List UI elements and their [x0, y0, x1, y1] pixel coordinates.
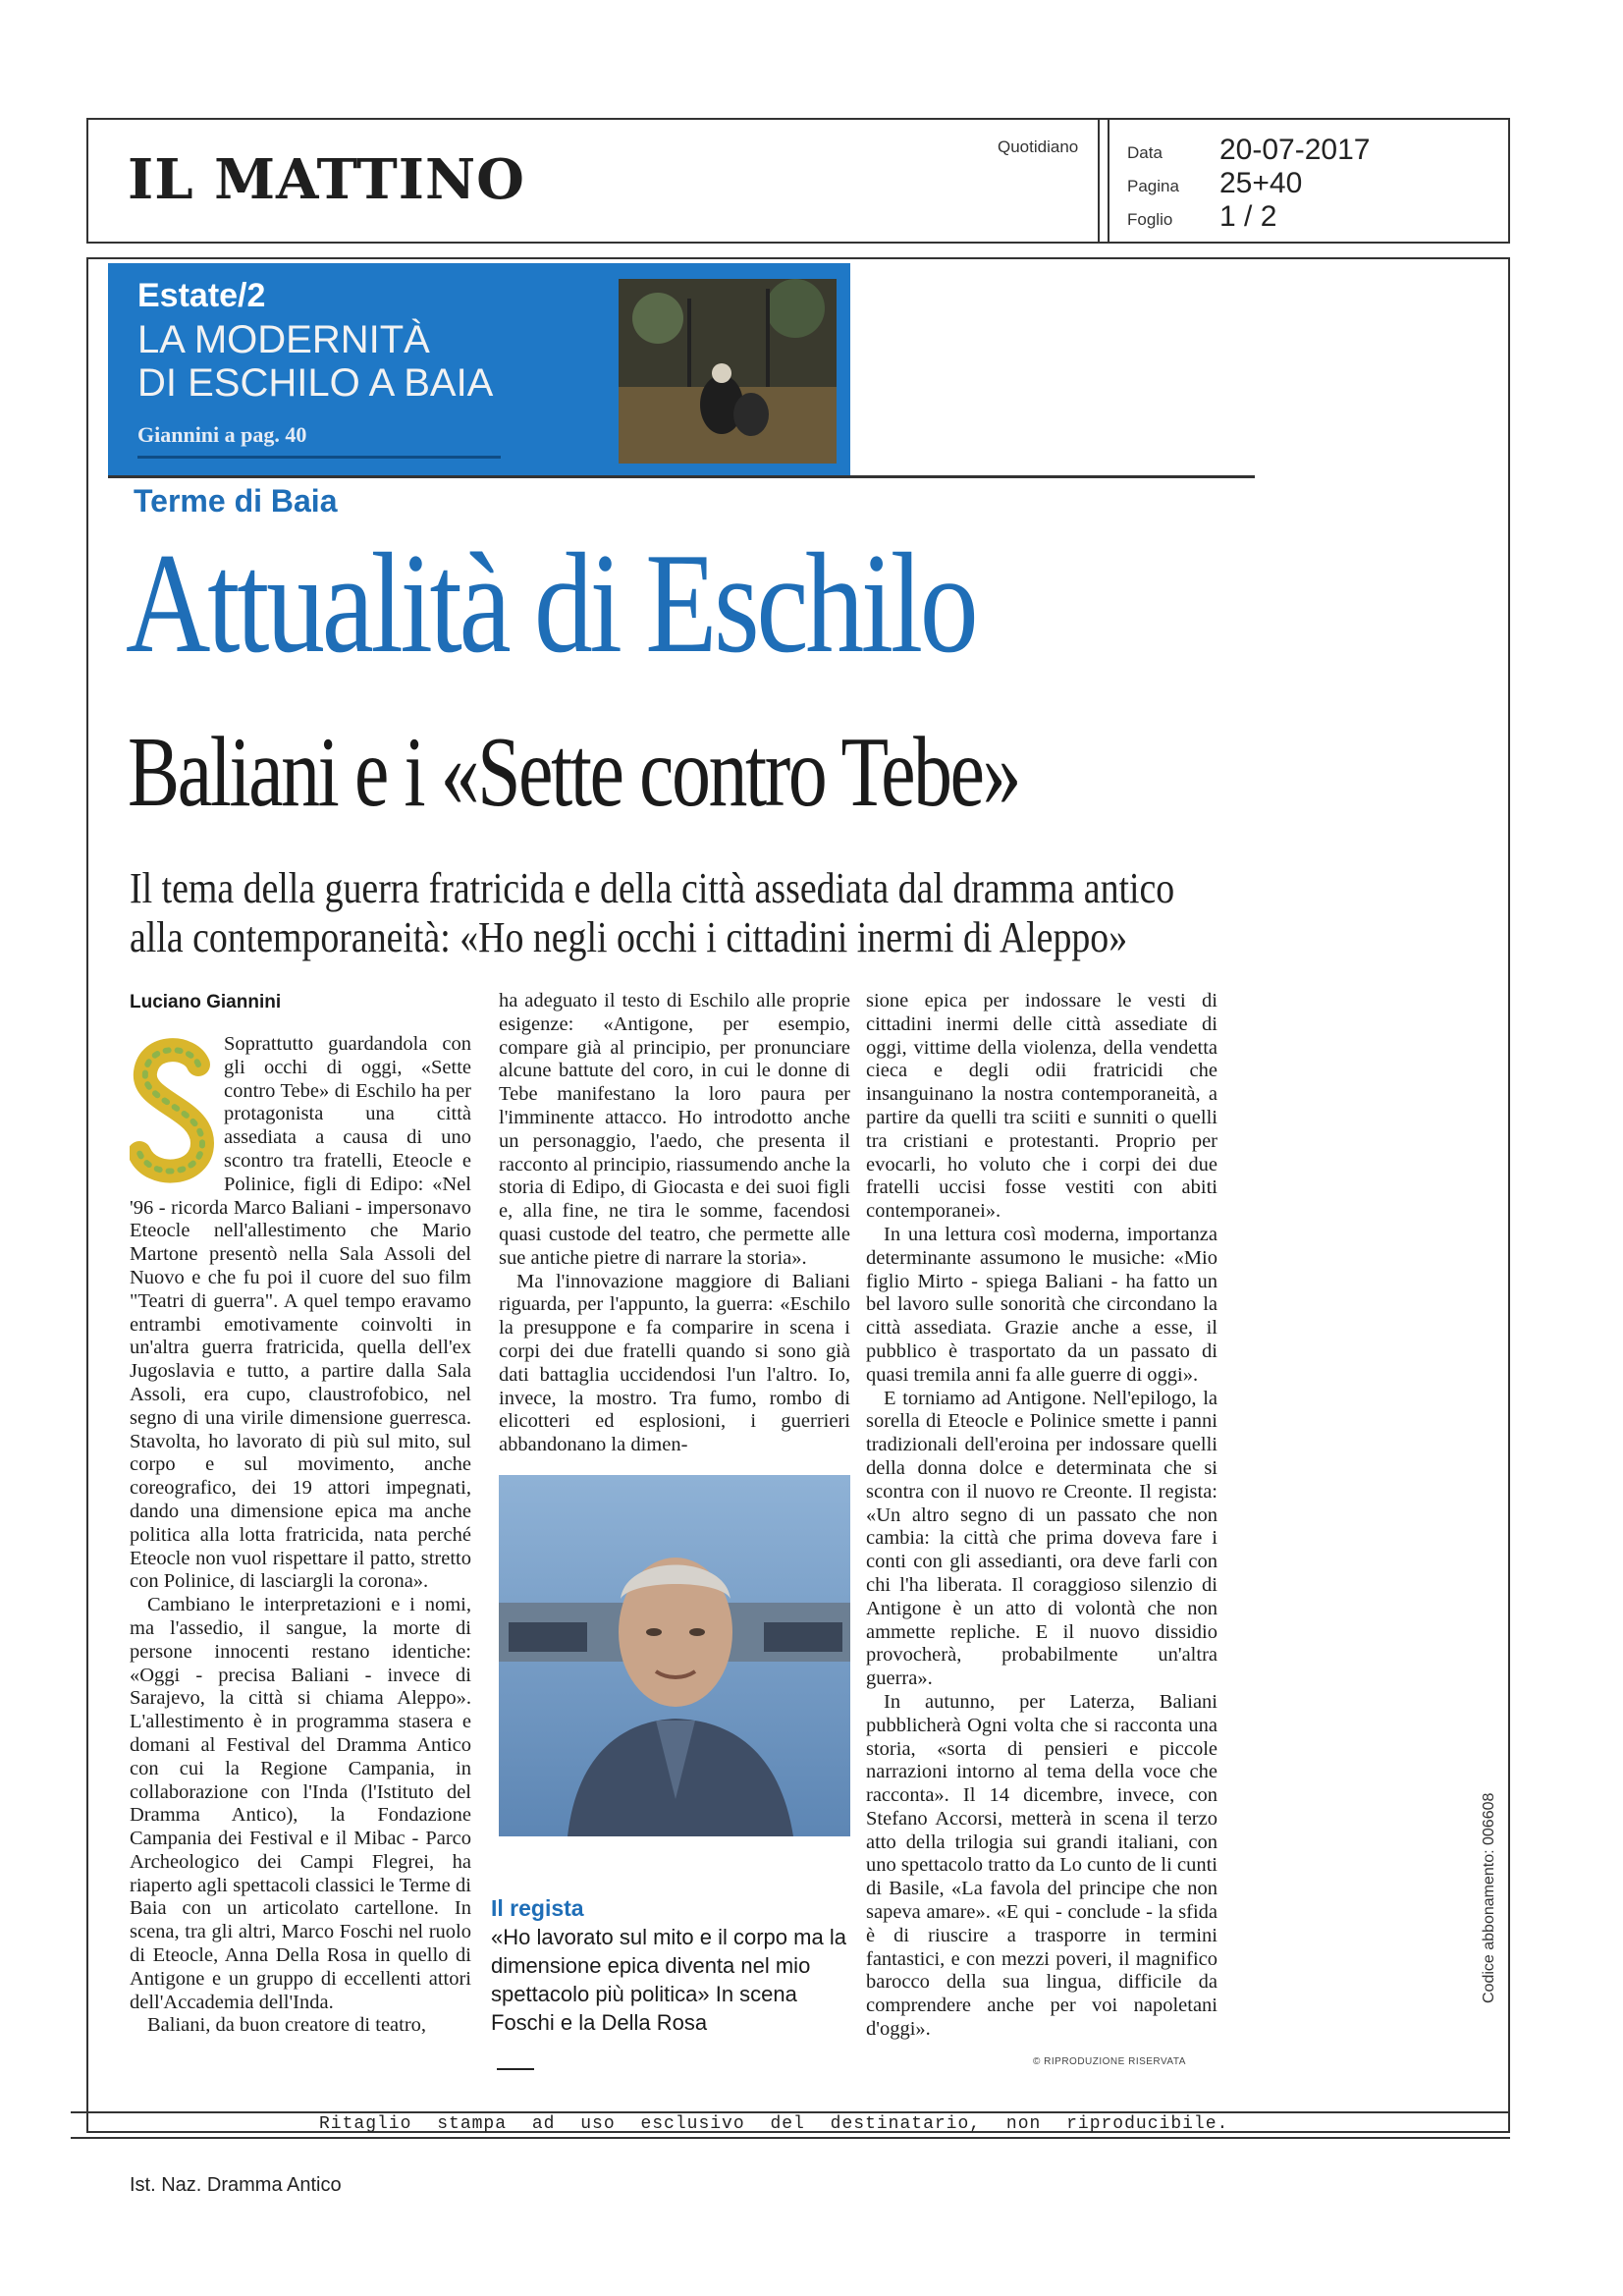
paragraph: Ma l'innovazione maggiore di Baliani riguarda, per l'appunto, la guerra: «Eschilo la presuppone e fa comparire in scena i corpi dei due fratelli quando si sono già dati battaglia uccidendosi l'un l'altro. Io, invece, la mostro. Tra fumo, rombo di elicotteri ed esplosioni, i guerrieri abbandonano la dimen-: [499, 1270, 850, 1456]
masthead-divider: [1098, 120, 1100, 242]
masthead-frame: [86, 118, 1510, 244]
teaser-underline: [137, 456, 501, 459]
teaser-title-line: LA MODERNITÀ: [137, 318, 430, 361]
caption-rule: [497, 2068, 534, 2070]
paragraph: sione epica per indossare le vesti di cittadini inermi delle città assediate di oggi, vittime della violenza, della vendetta cieca e degli odii fratricidi che insanguinano la nostra contemporaneità, a partire da quelli tra sciiti e sunniti o quelli tra cristiani e protestanti. Proprio per evocarli, ho voluto che i corpi dei due fratelli uccisi fosse vestiti con abiti contemporanei».: [866, 990, 1217, 1223]
reproduction-note: © RIPRODUZIONE RISERVATA: [1033, 2056, 1186, 2067]
article-column-3: [866, 990, 1217, 2042]
article-column-1: [130, 1033, 471, 2038]
source-label: Ist. Naz. Dramma Antico: [130, 2174, 342, 2196]
teaser-title-line: DI ESCHILO A BAIA: [137, 361, 494, 405]
paragraph: Soprattutto guardandola con gli occhi di oggi, «Sette contro Tebe» di Eschilo ha per protagonista una città assediata a causa di uno scontro tra fratelli, Eteocle e Polinice, figli di Edipo: «Nel '96 - ricorda Marco Baliani - impersonavo Eteocle nell'allestimento che Mario Martone presentò nella Sala Assoli del Nuovo e che fu poi il cuore del suo film "Teatri di guerra". A quel tempo eravamo entrambi emotivamente coinvolti in un'altra guerra fratricida, quella dell'ex Jugoslavia e tutto, a partire dalla Sala Assoli, era cupo, claustrofobico, nel segno di una virile dimensione guerresca. Stavolta, ho lavorato di più sul mito, sul corpo e sul movimento, anche coreografico, dei 19 attori impegnati, dando una dimensione epica ma anche politica alla lotta fratricida, nata perché Eteocle non vuol rispettare il patto, stretto con Polinice, di lasciargli la corona».: [130, 1033, 471, 1593]
newspaper-logo: [128, 147, 525, 212]
page-value: 25+40: [1219, 167, 1303, 199]
sheet-label: Foglio: [1127, 210, 1173, 229]
teaser-photo: [619, 279, 837, 464]
caption-text: «Ho lavorato sul mito e il corpo ma la dimensione epica diventa nel mio spettacolo più politica» In scena Foschi e la Della Rosa: [491, 1925, 846, 2035]
teaser-page-ref: Giannini a pag. 40: [137, 422, 307, 447]
subheadline: Baliani e i «Sette contro Tebe»: [128, 717, 1020, 828]
deck-line: alla contemporaneità: «Ho negli occhi i cittadini inermi di Aleppo»: [130, 913, 1128, 961]
sheet-value: 1 / 2: [1219, 200, 1277, 233]
section-label: Terme di Baia: [134, 483, 338, 519]
caption-title: Il regista: [491, 1895, 584, 1921]
director-photo: [499, 1475, 850, 1836]
deck: [130, 864, 1174, 962]
teaser-box: [108, 263, 850, 475]
paragraph: E torniamo ad Antigone. Nell'epilogo, la sorella di Eteocle e Polinice smette i panni tradizionali dell'eroina per indossare quelli della donna dolce e determinata che si scontra con il nuovo re Creonte. Il regista: «Un altro segno di un passato che non cambia: la città che prima doveva fare i conti con gli assedianti, ora deve farli con chi l'ha liberata. Il coraggioso silenzio di Antigone è un atto di volontà che non ammette repliche. E il nuovo dissidio provocherà, probabilmente un'altra guerra».: [866, 1387, 1217, 1690]
logo-text: IL MATTINO: [128, 147, 525, 212]
masthead-divider: [1108, 120, 1109, 242]
paragraph: Cambiano le interpretazioni e i nomi, ma l'assedio, il sangue, la morte di persone innocenti restano identiche: «Oggi - precisa Baliani - invece di Sarajevo, la città si chiama Aleppo». L'allestimento è in programma stasera e domani al Festival del Dramma Antico con cui la Regione Campania, in collaborazione con l'Inda (l'Istituto del Dramma Antico), la Fondazione Campania dei Festival e il Mibac - Parco Archeologico dei Campi Flegrei, ha riaperto agli spettacoli classici le Terme di Baia con un articolato cartellone. In scena, tra gli altri, Marco Foschi nel ruolo di Eteocle, Anna Della Rosa in quello di Antigone e un gruppo di eccellenti attori dell'Accademia dell'Inda.: [130, 1594, 471, 2013]
headline: Attualità di Eschilo: [126, 523, 976, 683]
paragraph: In autunno, per Laterza, Baliani pubblicherà Ogni volta che si racconta una storia, «sorta di pensieri e piccole narrazioni intorno al tema della voce che racconta». Il 14 dicembre, invece, con Stefano Accorsi, metterà in scena il terzo atto della trilogia sui grandi italiani, con uno spettacolo tratto da Lo cunto de li cunti di Basile, «La favola del principe che non sapeva amare». «E qui - conclude - la sfida è di riuscire a trasporre in termini fantastici, e con mezzi poveri, il magnifico barocco della sua lingua, difficile da comprendere anche per voi napoletani d'oggi».: [866, 1690, 1217, 2041]
paragraph: Baliani, da buon creatore di teatro,: [147, 2014, 427, 2037]
deck-line: Il tema della guerra fratricida e della città assediata dal dramma antico: [130, 864, 1175, 912]
subscription-code: Codice abbonamento: 006608: [1481, 1792, 1497, 2003]
date-label: Data: [1127, 143, 1163, 162]
paragraph: In una lettura così moderna, importanza determinante assumono le musiche: «Mio figlio Mirto - spiega Baliani - ha fatto un bel lavoro sulle sonorità che circondano la città assediata. Grazie anche a esse, il pubblico è trasportato da un passato di quasi tremila anni fa alle guerre di oggi».: [866, 1223, 1217, 1386]
teaser-kicker: Estate/2: [137, 277, 266, 314]
dropcap-s-icon: [130, 1037, 216, 1184]
paragraph: ha adeguato il testo di Eschilo alle proprie esigenze: «Antigone, per esempio, compare già al principio, per pronunciare alcune battute del coro, in cui le donne di Tebe manifestano la loro paura per l'imminente attacco. Ho introdotto anche un personaggio, l'aedo, che presenta il racconto al principio, riassumendo anche la storia di Edipo, di Giocasta e dei suoi figli e, alla fine, ne tira le somme, facendosi quasi custode del teatro, che permette alle sue antiche pietre di narrare la storia».: [499, 990, 850, 1269]
article-column-2: [499, 990, 850, 1457]
section-rule: [108, 475, 1255, 478]
teaser-title: [137, 318, 648, 405]
page-label: Pagina: [1127, 177, 1179, 195]
clip-notice: Ritaglio stampa ad uso esclusivo del destinatario, non riproducibile.: [319, 2114, 1229, 2134]
byline: Luciano Giannini: [130, 992, 282, 1012]
publication-type: Quotidiano: [998, 137, 1079, 156]
date-value: 20-07-2017: [1219, 134, 1371, 166]
